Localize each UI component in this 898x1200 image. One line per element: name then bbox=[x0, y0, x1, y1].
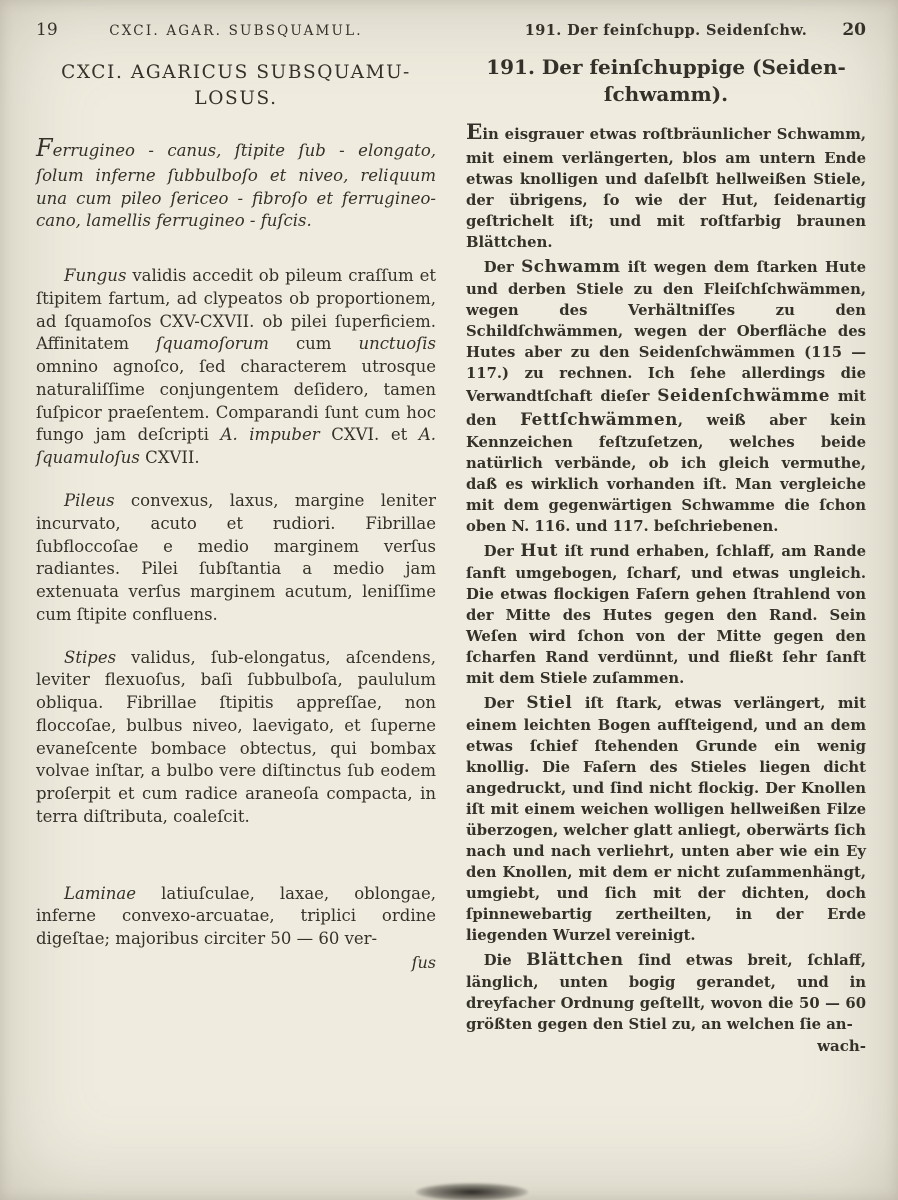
text-segment: convexus, laxus, margine leniter incurvato, acuto et rudiori. Fibrillae ſubfloccoſae e medio marginem verſus radiantes. Pilei ſubſtantia a medio jam extenuata verſus marginem acutum, leniſſime cum ſtipite confluens. bbox=[36, 490, 436, 624]
text-segment: ſind etwas breit, ſchlaff, länglich, unten bogig gerandet, und in dreyfacher Ordnung geſtellt, wovon die 50 — 60 größten gegen den Stiel zu, an welchen ſie an- bbox=[466, 952, 866, 1034]
german-title-line1: 191. Der feinſchuppige (Seiden- bbox=[486, 55, 846, 79]
text-segment: Fungus bbox=[64, 266, 127, 286]
text-segment: validis accedit ob pileum craſſum et ſtipitem fartum, ad clypeatos ob proportionem, ad ſquamoſos CXV-CXVII. ob pilei ſuperficiem. Affinitatem bbox=[36, 266, 436, 354]
page-number-left: 19 bbox=[36, 20, 58, 40]
german-paragraph bbox=[466, 691, 866, 946]
running-header-row-right bbox=[466, 20, 866, 40]
text-segment: Der bbox=[483, 259, 522, 277]
text-segment: Schwamm bbox=[521, 256, 621, 277]
text-segment: Stiel bbox=[526, 692, 573, 713]
running-header-row-left bbox=[36, 20, 436, 40]
ink-smudge bbox=[416, 1183, 528, 1200]
running-header-right: 191. Der feinſchupp. Seidenſchw. bbox=[524, 22, 808, 39]
text-segment: Laminae bbox=[64, 883, 136, 903]
text-segment: Ferrugineo - canus, ſtipite ſub - elongato, ſolum inferne ſubbulboſo et niveo, reliquum una cum pileo ſericeo - fibroſo et ferrugineo-cano, lamellis ferrugineo - fuſcis. bbox=[36, 133, 436, 231]
text-segment: unctuoſis bbox=[358, 334, 436, 354]
latin-paragraph bbox=[36, 265, 436, 470]
text-segment: A. ſquamuloſus bbox=[36, 425, 436, 468]
text-segment: validus, ſub-elongatus, aſcendens, leviter flexuoſus, baſi ſubbulboſa, paululum obliqua. Fibrillae ſtipitis appreſſae, non floccoſae, bulbus niveo, laevigato, et ſuperne evaneſcente bombace obtectus, qui bombax volvae inſtar, a bulbo vere diſtinctus ſub eodem proſerpit et cum radice araneoſa compacta, in terra diſtributa, coaleſcit. bbox=[36, 647, 436, 826]
latin-paragraph bbox=[36, 490, 436, 627]
text-segment: CXVII. bbox=[139, 448, 200, 468]
text-segment: Stipes bbox=[64, 647, 117, 667]
latin-paragraph bbox=[36, 883, 436, 951]
latin-diagnosis-paragraph bbox=[36, 132, 436, 233]
text-segment: iſt rund erhaben, ſchlaff, am Rande ſanft umgebogen, ſcharf, und etwas ungleich. Die etwas flockigen Faſern gehen ſtrahlend von der Mitte des Hutes gegen den Rand. Sein Weſen wird ſchon von der Mitte gegen den ſcharfen Rand verdünnt, und fließt ſehr ſanft mit dem Stiele zuſammen. bbox=[466, 543, 866, 688]
text-segment: Seidenſchwämme bbox=[657, 385, 830, 406]
text-segment: ſquamoſorum bbox=[156, 334, 269, 354]
text-segment: Hut bbox=[520, 540, 558, 561]
german-paragraph bbox=[466, 539, 866, 689]
latin-column bbox=[36, 20, 436, 1055]
text-segment: A. impuber bbox=[220, 425, 320, 445]
page-number-right: 20 bbox=[842, 20, 866, 40]
latin-title-line1: CXCI. AGARICUS SUBSQUAMU- bbox=[61, 62, 411, 83]
german-column bbox=[466, 20, 866, 1055]
text-segment: Pileus bbox=[64, 490, 115, 510]
catchword-left: ſus bbox=[411, 952, 436, 972]
text-segment: Fettſchwämmen bbox=[520, 409, 678, 430]
latin-title-line2: LOSUS. bbox=[194, 87, 278, 109]
latin-paragraph bbox=[36, 647, 436, 829]
text-segment: , weiß aber kein Kennzeichen feſtzuſetzen, welches beide natürlich verbände, ob ich gleich vermuthe, daß es wirklich vorhanden iſt. Man vergleiche mit dem gegenwärtigen Schwamme die ſchon oben N. 116. und 117. beſchriebenen. bbox=[466, 412, 867, 536]
text-segment: Der bbox=[483, 543, 521, 561]
german-paragraph bbox=[466, 948, 866, 1035]
text-segment: iſt ſtark, etwas verlängert, mit einem leichten Bogen aufſteigend, und an dem etwas ſchief ſtehenden Grunde ein wenig knollig. Die Faſern des Stieles liegen dicht angedruckt, und ſind nicht flockig. Der Knollen iſt mit einem weichen wolligen hellweißen Filze überzogen, welcher glatt anliegt, oberwärts ſich nach und nach verliehrt, unten aber wie ein Ey den Knollen, mit dem er nicht zuſammenhängt, umgiebt, und ſich mit der dichten, doch ſpinnewebartig zertheilten, in der Erde liegenden Wurzel vereinigt. bbox=[466, 695, 866, 945]
german-section-title bbox=[466, 54, 866, 108]
catchword-right: wach- bbox=[817, 1037, 866, 1056]
german-paragraph bbox=[466, 118, 866, 253]
text-segment: latiuſculae, laxae, oblongae, inferne convexo-arcuatae, triplici ordine digeſtae; majoribus circiter 50 — 60 ver- bbox=[36, 883, 436, 949]
text-segment: mit den bbox=[466, 388, 866, 430]
german-paragraph bbox=[466, 255, 866, 537]
german-title-line2: ſchwamm). bbox=[603, 82, 729, 106]
text-segment: Die bbox=[483, 952, 527, 970]
text-segment: cum bbox=[268, 334, 359, 354]
latin-section-title bbox=[36, 60, 436, 112]
text-segment: CXVI. et bbox=[319, 425, 419, 445]
text-segment: Blättchen bbox=[526, 949, 624, 970]
text-segment: omnino agnoſco, ſed characterem utrosque naturaliſſime conjungentem deſidero, tamen ſuſpicor praeſentem. Comparandi ſunt cum hoc fungo jam deſcripti bbox=[36, 357, 436, 445]
text-segment: Der bbox=[483, 695, 527, 713]
text-segment: Ein eisgrauer etwas roſtbräunlicher Schwamm, mit einem verlängerten, blos am untern Ende etwas knolligen und daſelbſt hellweißen Stiele, der übrigens, ſo wie der Hut, ſeidenartig geſtrichelt iſt; und mit roſtfarbig braunen Blättchen. bbox=[466, 120, 866, 252]
running-header-left: CXCI. AGAR. SUBSQUAMUL. bbox=[109, 23, 363, 39]
text-segment: iſt wegen dem ſtarken Hute und derben Stiele zu den Fleiſchſchwämmen, wegen des Verhältniſſes zu den Schildſchwämmen, wegen der Oberfläche des Hutes aber zu den Seidenſchwämmen (115 — 117.) zu rechnen. Ich ſehe allerdings die Verwandtſchaft dieſer bbox=[466, 259, 866, 406]
